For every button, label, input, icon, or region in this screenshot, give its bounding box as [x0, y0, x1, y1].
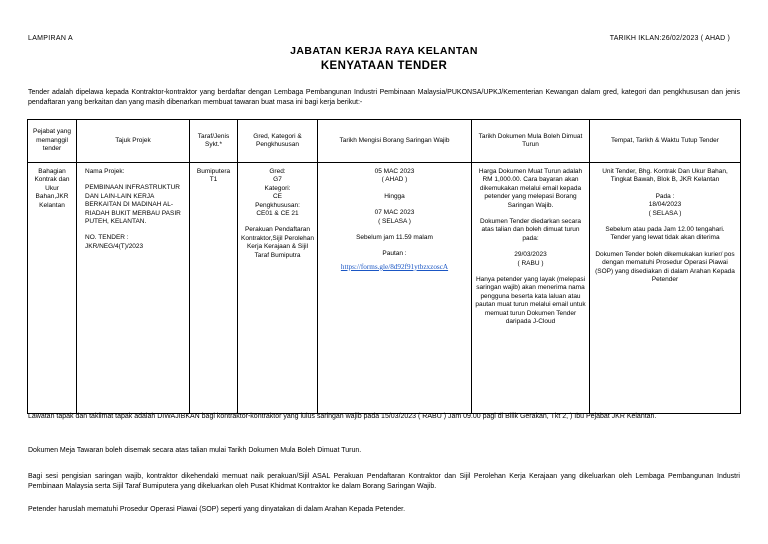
tender-table	[27, 119, 741, 414]
saringan-date-from: 05 MAC 2023	[374, 168, 415, 175]
header-pejabat: Pejabat yang memanggil tender	[28, 120, 77, 163]
tutup-date: 18/04/2023	[648, 201, 682, 209]
notice-title: KENYATAAN TENDER	[320, 60, 448, 72]
cell-tarikh-dokumen	[472, 163, 590, 414]
header-taraf: Taraf/Jenis Sykt.*	[190, 120, 238, 163]
dokumen-day: ( RABU )	[517, 259, 544, 267]
note-meja-tawaran: Dokumen Meja Tawaran boleh disemak secara atas talian mulai Tarikh Dokumen Mula Boleh Dimuat Turun.	[28, 447, 362, 454]
note-saringan-wajib: Bagi sesi pengisian saringan wajib, kontraktor dikehendaki memuat naik perakuan/Sijil ASAL Perakuan Pendaftaran Kontraktor dan Sijil Perolehan Kerja Kerajaan yang dikeluarkan oleh Lembaga Pembangunan Industri Pembinaan Malaysia serta Sijil Taraf Bumiputera yang dikeluarkan oleh Pusat Khidmat Kontraktor ke dalam Borang Saringan Wajib.	[28, 473, 740, 490]
pengkhususan-value: CE01 & CE 21	[256, 210, 299, 218]
advert-date: TARIKH IKLAN:26/02/2023 ( AHAD )	[609, 35, 730, 42]
saringan-day-to: ( SELASA )	[378, 217, 411, 225]
table-row	[28, 163, 741, 414]
cell-tempat	[590, 163, 741, 414]
intro-paragraph: Tender adalah dipelawa kepada Kontraktor-kontraktor yang berdaftar dengan Lembaga Pembangunan Industri Pembinaan Malaysia/PUKONSA/UPKJ/Kementerian Kewangan dalam gred, kategori dan pengkhususan dan jenis pendaftaran yang berkaitan dan yang masih dibenarkan membuat tawaran buat masa ini bagi kerja berikut:-	[28, 89, 740, 106]
header-tarikh-dokumen: Tarikh Dokumen Mula Boleh Dimuat Turun	[472, 120, 590, 163]
note-sop: Petender haruslah mematuhi Prosedur Operasi Piawai (SOP) seperti yang dinyatakan di dalam Arahan Kepada Petender.	[28, 506, 406, 513]
cell-pejabat	[28, 163, 77, 414]
cell-taraf	[190, 163, 238, 414]
dokumen-date: 29/03/2023	[514, 251, 547, 259]
header-tarikh-mengisi: Tarikh Mengisi Borang Saringan Wajib	[318, 120, 472, 163]
saringan-day-from: ( AHAD )	[381, 176, 408, 184]
kategori-value: CE	[272, 193, 283, 201]
project-name: PEMBINAAN INFRASTRUKTUR DAN LAIN-LAIN KERJA BERKAITAN DI MADINAH AL-RIADAH BUKIT MERBAU PASIR PUTEH, KELANTAN.	[85, 184, 181, 226]
pejabat-text: Bahagian Kontrak dan Ukur Bahan,JKR Kelantan	[34, 168, 70, 209]
taraf-text: Bumiputera T1	[196, 168, 231, 184]
kategori-label: Kategori:	[264, 184, 291, 192]
edaran-text: Dokumen Tender diedarkan secara atas talian dan boleh dimuat turun pada:	[479, 218, 582, 242]
cell-tarikh-mengisi	[318, 163, 472, 414]
saringan-time: Sebelum jam 11.59 malam	[356, 234, 433, 242]
pada-label: Pada :	[655, 192, 675, 200]
tender-no: JKR/NEG/4(T)/2023	[85, 242, 144, 250]
department-title: JABATAN KERJA RAYA KELANTAN	[290, 45, 478, 57]
tender-no-label: NO. TENDER :	[85, 234, 129, 242]
gred-label: Gred:	[269, 168, 286, 175]
header-gred: Gred, Kategori & Pengkhususan	[238, 120, 318, 163]
header-tajuk: Tajuk Projek	[77, 120, 190, 163]
table-header-row	[28, 120, 741, 163]
hanya-text: Hanya petender yang layak (melepasi saringan wajib) akan menerima nama pengguna beserta kata laluan atau pautan muat turun melalui email untuk memuat turun Dokumen Tender daripada J-Cloud	[475, 276, 586, 326]
harga-text: Harga Dokumen Muat Turun adalah RM 1,000.00. Cara bayaran akan dikemukakan melalui email kepada petender yang melepasi Borang Saringan Wajib.	[478, 168, 583, 209]
saringan-form-link[interactable]: https://forms.gle/8d92f91ytbzxzoscA	[340, 262, 449, 271]
lewat-text: Tender yang lewat tidak akan diterima	[610, 234, 720, 242]
tutup-time: Sebelum atau pada Jam 12.00 tengahari.	[605, 226, 725, 234]
tutup-day: ( SELASA )	[648, 209, 682, 217]
lampiran-label: LAMPIRAN A	[28, 35, 74, 42]
note-lawatan-tapak: Lawatan tapak dan taklimat tapak adalah DIWAJIBKAN bagi kontraktor-kontraktor yang lulus saringan wajib pada 15/03/2023 ( RABU ) Jam 09.00 pagi di Bilik Gerakan, Tkt 2, ) Ibu Pejabat JKR Kelantan.	[28, 413, 657, 420]
kurier-note: Dokumen Tender boleh dikemukakan kurier/ pos dengan mematuhi Prosedur Operasi Piawai (SOP) yang disediakan di dalam Arahan Kepada Petender	[595, 250, 735, 284]
tempat-location: Unit Tender, Bhg. Kontrak Dan Ukur Bahan, Tingkat Bawah, Blok B, JKR Kelantan	[602, 168, 728, 184]
gred-value: G7	[273, 176, 282, 184]
perakuan-text: Perakuan Pendaftaran Kontraktor,Sijil Perolehan Kerja Kerajaan & Sijil Taraf Bumiputra	[241, 226, 314, 259]
project-name-label: Nama Projek:	[85, 168, 125, 175]
saringan-hingga: Hingga	[384, 192, 405, 200]
header-tempat: Tempat, Tarikh & Waktu Tutup Tender	[590, 120, 741, 163]
cell-tajuk	[77, 163, 190, 414]
pengkhususan-label: Pengkhususan:	[255, 201, 300, 209]
pautan-label: Pautan :	[382, 250, 407, 258]
cell-gred	[238, 163, 318, 414]
saringan-date-to: 07 MAC 2023	[374, 209, 415, 217]
